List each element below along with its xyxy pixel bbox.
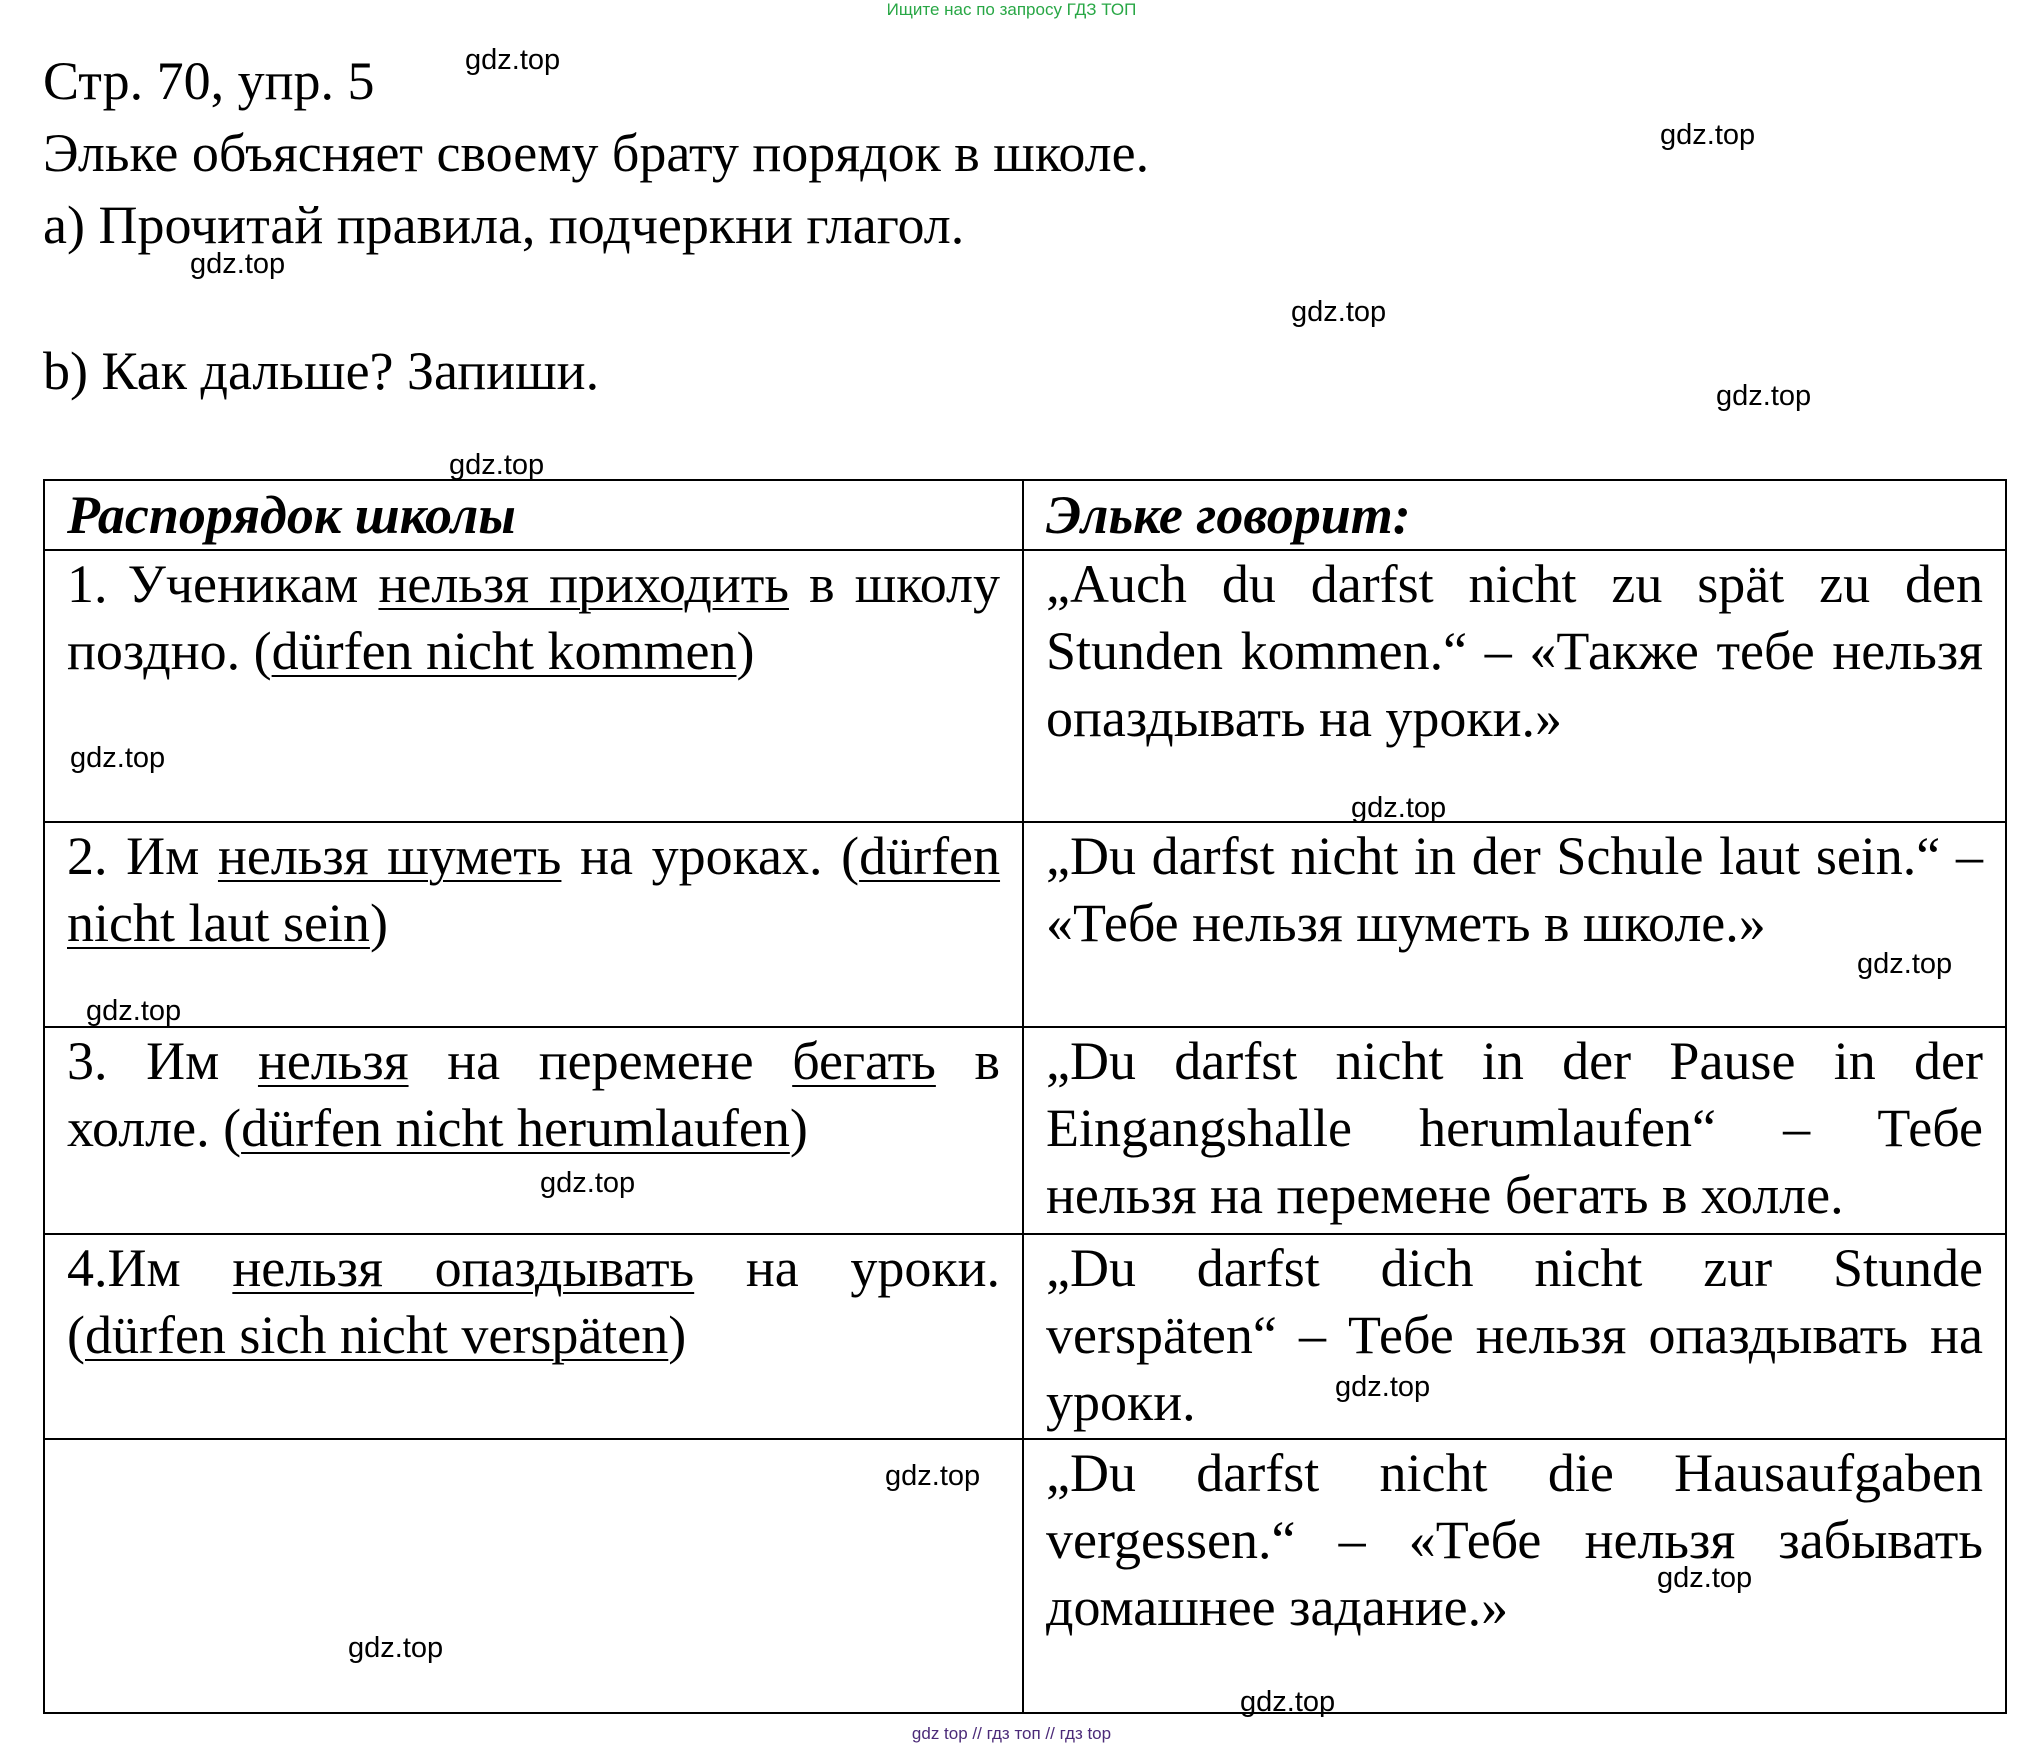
watermark: gdz.top xyxy=(1335,1371,1431,1403)
exercise-intro: Эльке объясняет своему брату порядок в школе. xyxy=(43,123,1150,183)
footer: gdz top // гдз топ // гдз top xyxy=(911,1724,1112,1743)
table-row xyxy=(44,1027,2006,1234)
watermark: gdz.top xyxy=(1857,948,1953,980)
table-row xyxy=(44,1234,2006,1439)
task-b: b) Как дальше? Запиши. xyxy=(43,341,600,401)
watermark: gdz.top xyxy=(86,995,182,1027)
col-header-elke-says: Эльке говорит: xyxy=(1023,480,2006,550)
elke-says-cell: „Du darfst nicht in der Schule laut sein.“ – «Тебе нельзя шуметь в школе.» xyxy=(1023,822,2006,1027)
watermark: gdz.top xyxy=(1716,380,1812,412)
elke-says-cell: „Du darfst dich nicht zur Stunde verspäten“ – Тебе нельзя опаздывать на уроки. xyxy=(1023,1234,2006,1439)
watermark: gdz.top xyxy=(1291,296,1387,328)
watermark: gdz.top xyxy=(540,1167,636,1199)
watermark: gdz.top xyxy=(70,742,166,774)
rule-cell: 3. Им нельзя на перемене бегать в холле. (dürfen nicht herumlaufen) xyxy=(44,1027,1023,1234)
rule-cell: 2. Им нельзя шуметь на уроках. (dürfen nicht laut sein) xyxy=(44,822,1023,1027)
watermark: gdz.top xyxy=(465,44,561,76)
watermark: gdz.top xyxy=(449,449,545,481)
elke-says-cell: „Du darfst nicht die Hausaufgaben vergessen.“ – «Тебе нельзя забывать домашнее задание.» xyxy=(1023,1439,2006,1713)
watermark: gdz.top xyxy=(1351,792,1447,824)
watermark: gdz.top xyxy=(190,248,286,280)
watermark: gdz.top xyxy=(1660,119,1756,151)
page-title: Стр. 70, упр. 5 xyxy=(43,51,375,111)
table-header-row xyxy=(44,480,2006,550)
watermark: gdz.top xyxy=(1657,1562,1753,1594)
elke-says-cell: „Du darfst nicht in der Pause in der Eingangshalle herumlaufen“ – Тебе нельзя на перемене бегать в холле. xyxy=(1023,1027,2006,1234)
rule-cell-empty xyxy=(44,1439,1023,1713)
rule-cell: 1. Ученикам нельзя приходить в школу поздно. (dürfen nicht kommen) xyxy=(44,550,1023,822)
task-a: a) Прочитай правила, подчеркни глагол. xyxy=(43,195,965,255)
watermark: gdz.top xyxy=(1240,1686,1336,1718)
table-row xyxy=(44,550,2006,822)
top-banner: Ищите нас по запросу ГДЗ ТОП xyxy=(886,0,1137,19)
table-row xyxy=(44,822,2006,1027)
rules-table xyxy=(43,479,2007,1714)
rule-cell: 4.Им нельзя опаздывать на уроки. (dürfen sich nicht verspäten) xyxy=(44,1234,1023,1439)
watermark: gdz.top xyxy=(348,1632,444,1664)
watermark: gdz.top xyxy=(885,1460,981,1492)
col-header-school-rules: Распорядок школы xyxy=(44,480,1023,550)
elke-says-cell: „Auch du darfst nicht zu spät zu den Stunden kommen.“ – «Также тебе нельзя опаздывать на уроки.» xyxy=(1023,550,2006,822)
